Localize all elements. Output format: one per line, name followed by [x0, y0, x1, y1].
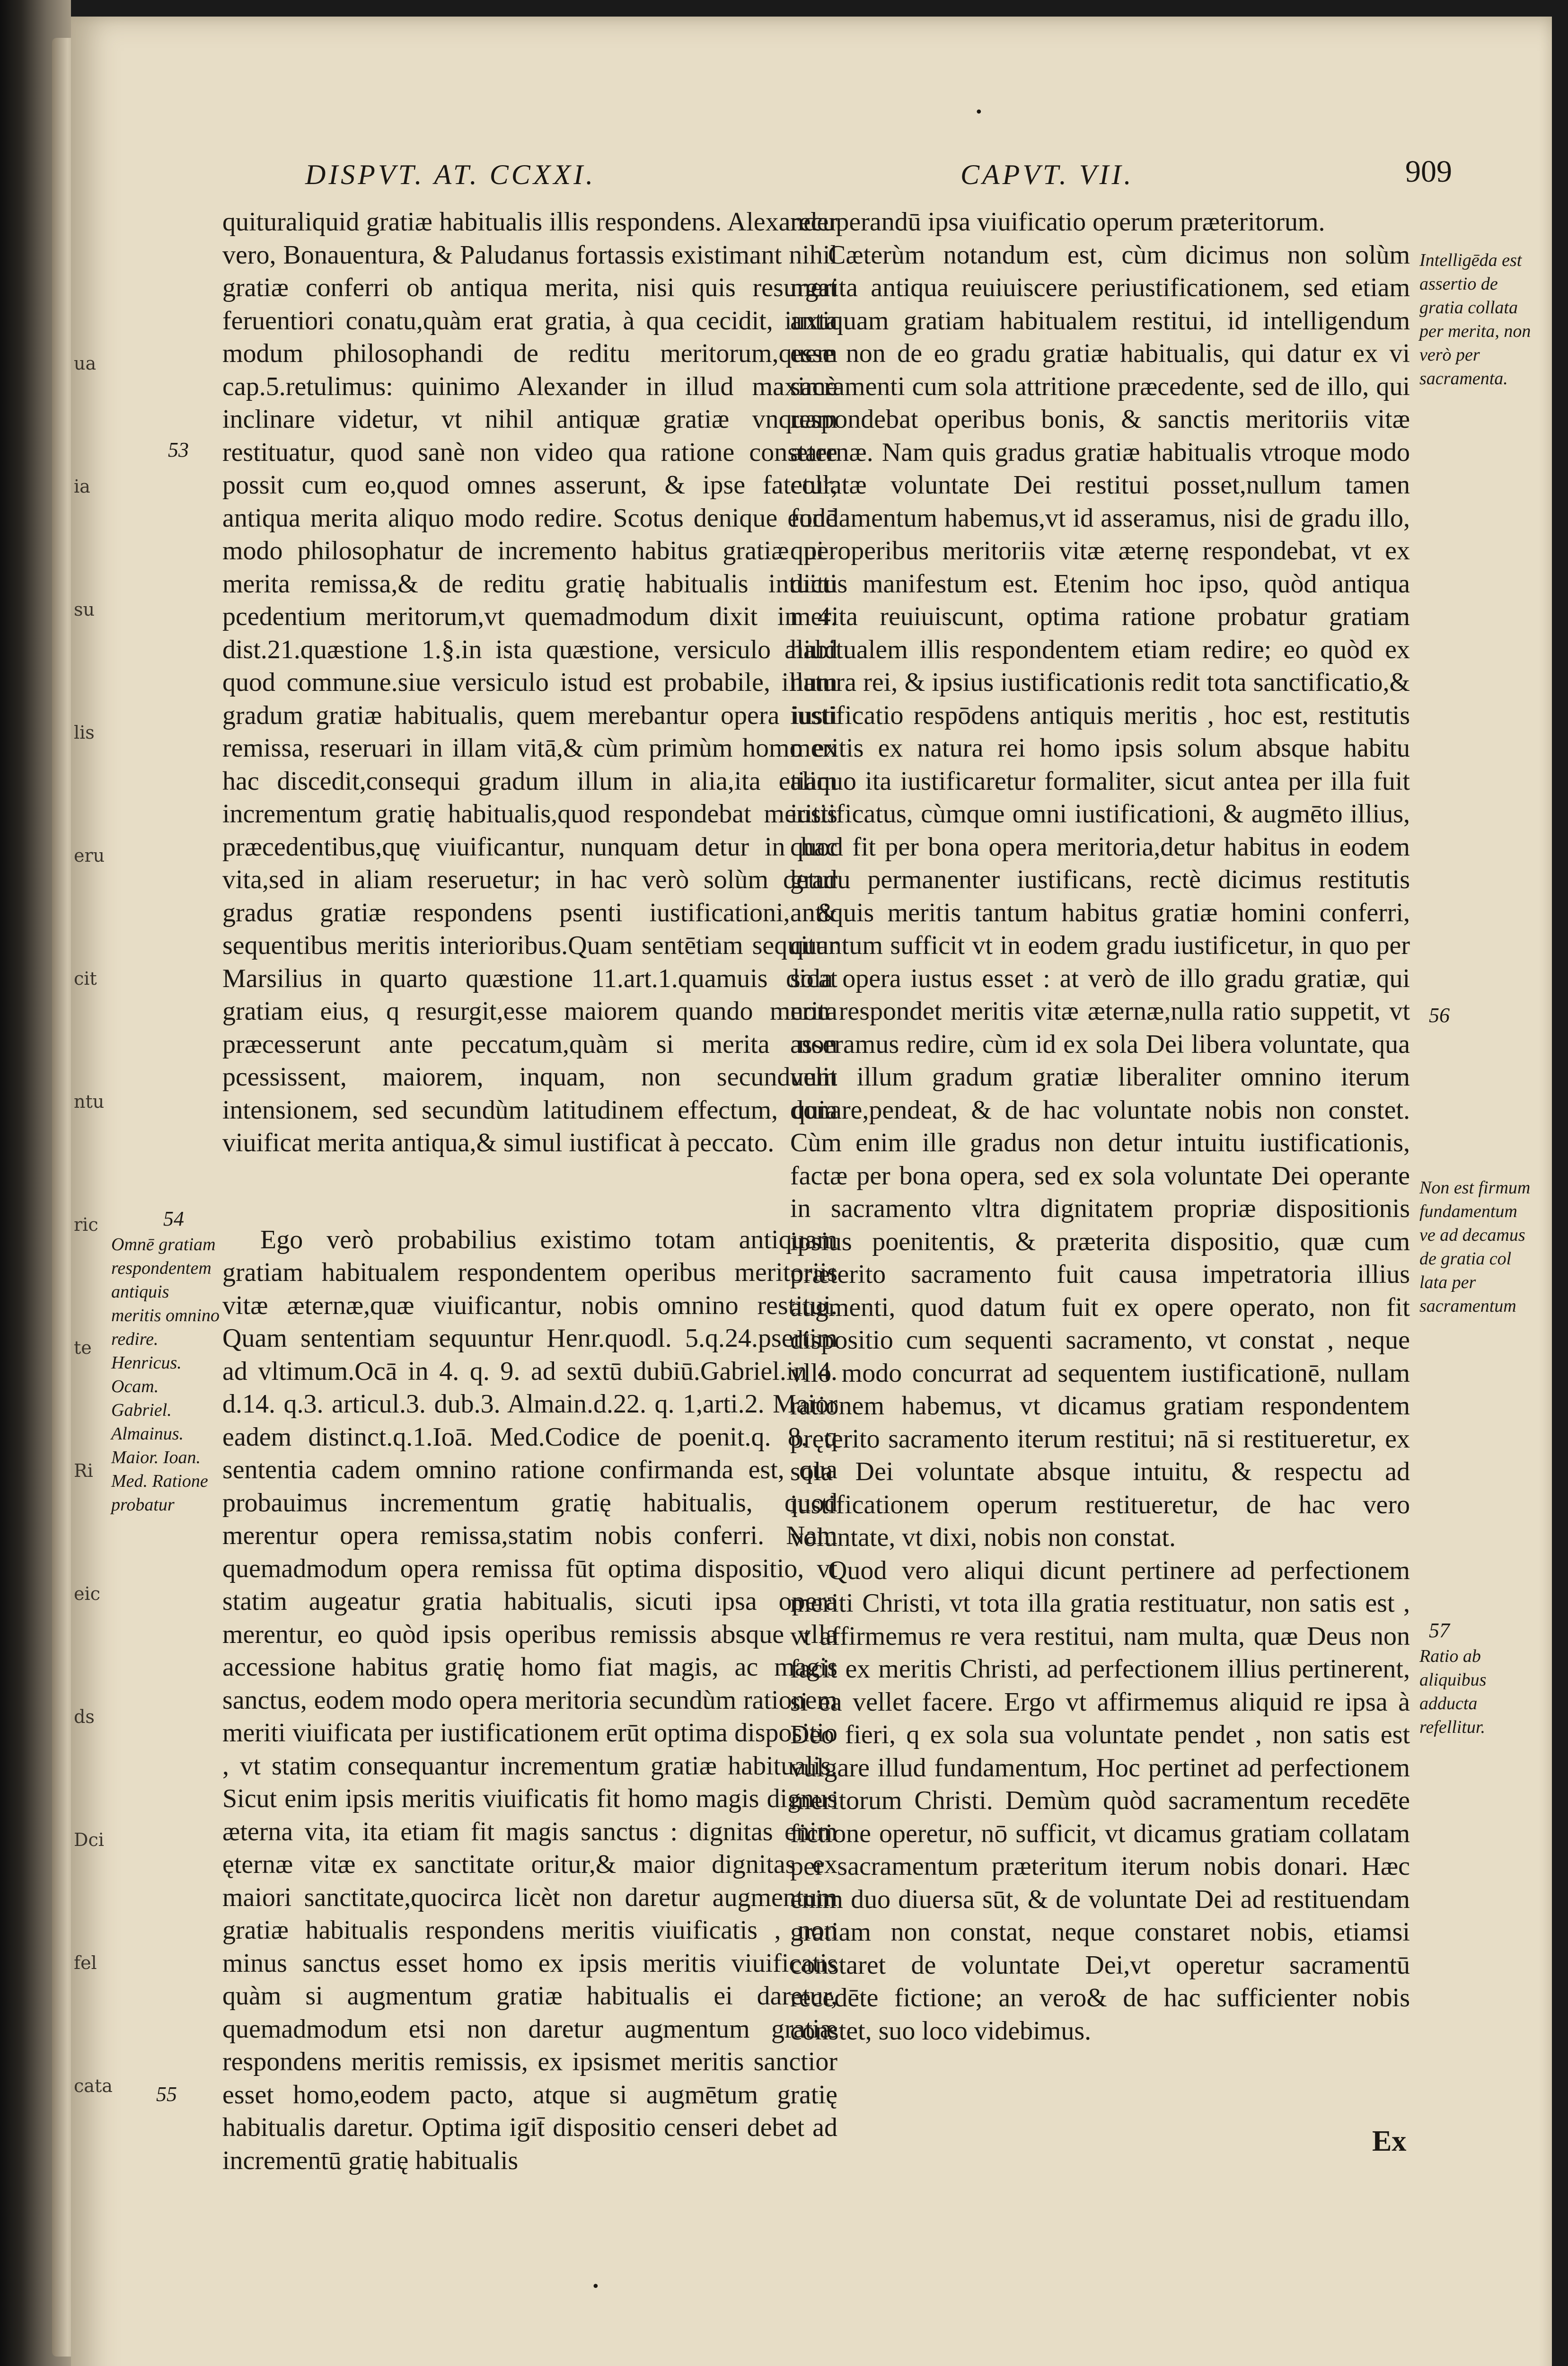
running-head-right: CAPVT. VII.	[960, 159, 1134, 190]
previous-page-fragment: lis	[74, 722, 95, 743]
left-text-column	[222, 206, 837, 2177]
previous-page-fragment: cata	[74, 2075, 113, 2096]
right-text-column	[790, 206, 1410, 2048]
right-paragraph-1: Cæterùm notandum est, cùm dicimus non solùm merita antiqua reuiuiscere periustificationem, sed etiam antiquam gratiam habitualem restitui, id intelligendum esse non de eo gradu gratiæ habitualis, qui datur ex vi sacramenti cum sola attritione præcedente, sed de illo, qui respondebat operibus bonis, & sanctis meritoriis vitæ æternæ. Nam quis gradus gratiæ habitualis vtroque modo collatæ voluntate Dei restitui posset,nullum tamen fundamentum habemus,vt id asseramus, nisi de gradu illo, qui operibus meritoriis vitæ æternę respondebat, vt ex dictis manifestum est. Etenim hoc ipso, quòd antiqua merita reuiuiscunt, optima ratione probatur gratiam habitualem illis respondentem etiam redire; eo quòd ex natura rei, & ipsius iustificationis redit tota sanctificatio,& iustificatio respōdens antiquis meritis , hoc est, restitutis meritis ex natura rei homo ipsis solum absque habitu aliquo ita iustificaretur formaliter, sicut antea per illa fuit iustificatus, cùmque omni iustificationi, & augmēto illius, quod fit per bona opera meritoria,detur habitus in eodem gradu permanenter iustificans, rectè dicimus restitutis antiquis meritis tantum habitus gratiæ homini conferri, quantum sufficit vt in eodem gradu iustificetur, in quo per sola opera iustus esset : at verò de illo gradu gratiæ, qui non respondet meritis vitæ æternæ,nulla ratio suppetit, vt asseramus redire, cùm id ex sola Dei libera voluntate, qua velit illum gradum gratiæ liberaliter omnino iterum donare,pendeat, & de hac voluntate nobis non constet. Cùm enim ille gradus non detur intuitu iustificationis, factæ per bona opera, sed ex sola voluntate Dei operante in sacramento vltra dignitatem propriæ dispositionis ipsius poenitentis, & præterita dispositio, quæ cum præterito sacramento fuit causa impetratoria illius augmenti, quod datum fuit ex opere operato, non fit dispositio cum sequenti sacramento, vt constat , neque vllo modo concurrat ad sequentem iustificationē, nullam rationem habemus, vt dicamus gratiam respondentem pręterito sacramento iterum restitui; nā si restitueretur, ex sola Dei voluntate absque intuitu, & respectu ad iustificationem operum restitueretur, de hac vero voluntate, vt dixi, nobis non constat.	[790, 240, 1410, 1552]
previous-page-fragment: eru	[74, 845, 105, 866]
left-paragraph-2: Ego verò probabilius existimo totam antiquam gratiam habitualem respondentem operibus meritoriis vitæ æternæ,quæ viuificantur, nobis omnino restitui. Quam sententiam sequuntur Henr.quodl. 5.q.24.psertim ad vltimum.Ocā in 4. q. 9. ad sextū dubiū.Gabriel.in 4. d.14. q.3. articul.3. dub.3. Almain.d.22. q. 1,arti.2. Maior eadem distinct.q.1.Ioā. Med.Codice de poenit.q. 8. q sententia cadem omnino ratione confirmanda est, qua probauimus incrementum gratię habitualis, quod merentur opera remissa,statim nobis conferri. Nam quemadmodum opera remissa fūt optima dispositio, vt statim augeatur gratia habitualis, sicuti ipsa opera merentur, eo quòd ipsis operibus remissis absque vlla accessione habitus gratię homo fiat magis, ac magis sanctus, eodem modo opera meritoria secundùm rationem meriti viuificata per iustificationem erūt optima dispositio , vt statim consequantur incrementum gratiæ habitualis. Sicut enim ipsis meritis viuificatis fit homo magis dignus æterna vita, ita etiam fit magis sanctus : dignitas enim ęternæ vitæ ex sanctitate oritur,& maior dignitas ex maiori sanctitate,quocirca licèt non daretur augmentum gratiæ habitualis respondens meritis viuificatis , non minus sanctus esset homo ex ipsis meritis viuificatis quàm si augmentum gratiæ habitualis ei daretur, quemadmodum etsi non daretur augmentum gratiæ respondens meritis remissis, ex ipsismet meritis sanctior esset homo,eodem pacto, atque si augmētum gratię habitualis daretur. Optima igit̄ dispositio censeri debet ad incrementū gratię habitualis	[222, 1225, 837, 2175]
margin-note-ratio: Ratio ab aliquibus adducta refellitur.	[1419, 1646, 1487, 1737]
right-paragraph-2: Quod vero aliqui dicunt pertinere ad perfectionem meriti Christi, vt tota illa gratia restituatur, non satis est , vt affirmemus re vera restitui, nam multa, quæ Deus non facit ex meritis Christi, ad perfectionem illius pertinerent, si ea vellet facere. Ergo vt affirmemus aliquid re ipsa à Deo fieri, q ex sola sua voluntate pendet , non satis est vulgare illud fundamentum, Hoc pertinet ad perfectionem meritorum Christi. Demùm quòd sacramentum recedēte fictione operetur, nō sufficit, vt dicamus gratiam collatam per sacramentum præteritum iterum nobis donari. Hæc enim duo diuersa sūt, & de voluntate Dei ad restituendam gratiam non constat, neque constaret nobis, etiamsi constaret de voluntate Dei,vt operetur sacramentū recedēte fictione; an vero& de hac sufficienter nobis constet, suo loco videbimus.	[790, 1555, 1410, 2046]
previous-page-fragment: ia	[74, 476, 90, 497]
catchword: Ex	[1372, 2125, 1407, 2157]
right-line-1: recuperandū ipsa viuificatio operum præteritorum.	[790, 207, 1325, 237]
previous-page-fragment: su	[74, 599, 95, 620]
margin-note-omnem-gratiam: Omnē gratiam respondentem antiquis meritis omnino redire. Henricus. Ocam. Gabriel. Almainus. Maior. Ioan. Med. Ratione probatur	[111, 1235, 220, 1515]
section-number-53: 53	[168, 438, 189, 461]
margin-note-non-est: Non est firmum fundamentum ve ad decamus de gratia col lata per sacramentum	[1419, 1178, 1531, 1316]
section-number-56: 56	[1429, 1004, 1450, 1027]
section-number-55: 55	[156, 2083, 177, 2106]
previous-page-fragment: ds	[74, 1706, 95, 1727]
section-number-57: 57	[1429, 1619, 1450, 1642]
book-page	[71, 17, 1552, 2366]
previous-page-fragment: Ri	[74, 1460, 93, 1481]
previous-page-fragment: ric	[74, 1214, 98, 1235]
left-paragraph-1: quituraliquid gratiæ habitualis illis respondens. Alexander vero, Bonauentura, & Paludanus fortassis existimant nihil gratiæ conferri ob antiqua merita, nisi quis resurgat feruentiori conatu,quàm erat gratia, à qua cecidit, iuxta modum philosophandi de reditu meritorum,quem cap.5.retulimus: quinimo Alexander in illud maximè inclinare videtur, vt nihil antiquæ gratiæ vnquam restituatur, quod sanè non video qua ratione constare possit cum eo,quod omnes asserunt, & ipse fatetur, antiqua merita aliquo modo redire. Scotus denique eodē modo philosophatur de incremento habitus gratiæ per merita remissa,& de reditu gratię habitualis intuitu pcedentium meritorum,vt quemadmodum dixit in 4. dist.21.quæstione 1.§.in ista quæstione, versiculo aliud quod commune.siue versiculo istud est probabile, illum gradum gratiæ habitualis, quem merebantur opera iusti remissa, reseruari in illam vitā,& cùm primùm homo ex hac discedit,consequi gradum illum in alia,ita etiam incrementum gratię habitualis,quod respondebat meritis præcedentibus,quę viuificantur, nunquam detur in hac vita,sed in aliam reseruetur; in hac verò solùm detur gradus gratiæ respondens psenti iustificationi, & sequentibus meritis interioribus.Quam sentētiam sequitur Marsilius in quarto quæstione 11.art.1.quamuis dicat gratiam eius, q resurgit,esse maiorem quando merita præcesserunt ante peccatum,quàm si merita non pcessissent, maiorem, inquam, non secunduum intensionem, sed secundùm latitudinem effectum, quia viuificat merita antiqua,& simul iustificat à peccato.	[222, 207, 837, 1157]
running-head-left: DISPVT. AT. CCXXI.	[305, 159, 596, 190]
margin-note-intelligenda: Intelligēda est assertio de gratia collata per merita, non verò per sacramenta.	[1419, 250, 1531, 388]
previous-page-fragment: eic	[74, 1583, 100, 1604]
top-ornament-dot: •	[975, 104, 983, 121]
bottom-ornament-dot: •	[591, 2278, 600, 2295]
previous-page-fragment: Dci	[74, 1829, 104, 1850]
previous-page-fragment: ntu	[74, 1091, 105, 1112]
previous-page-fragment: fel	[74, 1952, 97, 1973]
previous-page-fragment: ua	[74, 353, 97, 374]
section-number-54: 54	[163, 1207, 184, 1230]
previous-page-fragment: cit	[74, 968, 97, 989]
folio-number: 909	[1405, 154, 1452, 189]
previous-page-fragment: te	[74, 1337, 92, 1358]
